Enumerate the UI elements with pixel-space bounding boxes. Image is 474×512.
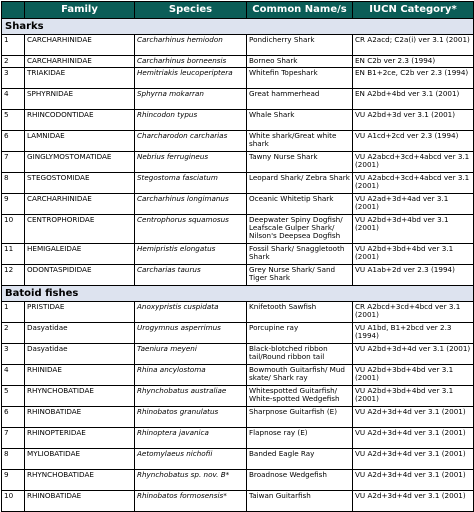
row-family: STEGOSTOMIDAE [25, 173, 135, 194]
row-number: 5 [2, 110, 25, 131]
row-common-name: Deepwater Spiny Dogfish/ Leafscale Gulper Shark/ Nilson's Deepsea Dogfish [247, 215, 353, 244]
row-common-name: Broadnose Wedgefish [247, 470, 353, 491]
row-common-name: Banded Eagle Ray [247, 449, 353, 470]
row-number: 2 [2, 56, 25, 68]
row-number: 4 [2, 365, 25, 386]
row-family: Dasyatidae [25, 344, 135, 365]
table-row [2, 89, 474, 110]
row-species: Charcharodon carcharias [135, 131, 247, 152]
row-common-name: White shark/Great white shark [247, 131, 353, 152]
row-species: Rhinobatos formosensis* [135, 491, 247, 512]
row-iucn-category: VU A2d+3d+4d ver 3.1 (2001) [353, 449, 474, 470]
row-iucn-category: VU A1ab+2d ver 2.3 (1994) [353, 265, 474, 286]
row-family: MYLIOBATIDAE [25, 449, 135, 470]
row-family: RHINOBATIDAE [25, 407, 135, 428]
row-common-name: Porcupine ray [247, 323, 353, 344]
row-number: 7 [2, 152, 25, 173]
row-number: 1 [2, 35, 25, 56]
row-iucn-category: CR A2bcd+3cd+4bcd ver 3.1 (2001) [353, 302, 474, 323]
row-species: Carcharhinus hemiodon [135, 35, 247, 56]
row-species: Stegostoma fasciatum [135, 173, 247, 194]
row-family: RHYNCHOBATIDAE [25, 386, 135, 407]
table-row [2, 194, 474, 215]
row-number: 7 [2, 428, 25, 449]
row-iucn-category: VU A2bd+3d ver 3.1 (2001) [353, 110, 474, 131]
row-iucn-category: EN A2bd+4bd ver 3.1 (2001) [353, 89, 474, 110]
row-iucn-category: VU A2abcd+3cd+4abcd ver 3.1 (2001) [353, 173, 474, 194]
row-species: Rhinobatos granulatus [135, 407, 247, 428]
header-iucn-category: IUCN Category* [353, 2, 474, 19]
row-iucn-category: VU A2d+3d+4d ver 3.1 (2001) [353, 428, 474, 449]
row-family: CARCHARHINIDAE [25, 194, 135, 215]
row-common-name: Flapnose ray (E) [247, 428, 353, 449]
row-common-name: Whitespotted Guitarfish/ White-spotted Wedgefish [247, 386, 353, 407]
row-species: Urogymnus asperrimus [135, 323, 247, 344]
table-body [2, 19, 474, 512]
header-number [2, 2, 25, 19]
row-iucn-category: EN C2b ver 2.3 (1994) [353, 56, 474, 68]
row-number: 10 [2, 215, 25, 244]
table-row [2, 365, 474, 386]
row-species: Taeniura meyeni [135, 344, 247, 365]
row-family: LAMNIDAE [25, 131, 135, 152]
table-row [2, 323, 474, 344]
table-row [2, 344, 474, 365]
table-row [2, 407, 474, 428]
row-common-name: Bowmouth Guitarfish/ Mud skate/ Shark ray [247, 365, 353, 386]
row-species: Rhynchobatus australiae [135, 386, 247, 407]
header-species: Species [135, 2, 247, 19]
row-species: Rhincodon typus [135, 110, 247, 131]
table-row [2, 131, 474, 152]
table-row [2, 215, 474, 244]
table-row [2, 470, 474, 491]
table-row [2, 449, 474, 470]
row-species: Centrophorus squamosus [135, 215, 247, 244]
row-species: Aetomylaeus nichofii [135, 449, 247, 470]
row-species: Hemipristis elongatus [135, 244, 247, 265]
row-species: Nebrius ferrugineus [135, 152, 247, 173]
row-common-name: Oceanic Whitetip Shark [247, 194, 353, 215]
row-common-name: Fossil Shark/ Snaggletooth Shark [247, 244, 353, 265]
section-header-row [2, 19, 474, 35]
row-common-name: Borneo Shark [247, 56, 353, 68]
row-iucn-category: VU A2bd+3bd+4bd ver 3.1 (2001) [353, 244, 474, 265]
row-common-name: Pondicherry Shark [247, 35, 353, 56]
row-family: RHYNCHOBATIDAE [25, 470, 135, 491]
row-iucn-category: VU A2d+3d+4d ver 3.1 (2001) [353, 491, 474, 512]
row-iucn-category: VU A2d+3d+4d ver 3.1 (2001) [353, 407, 474, 428]
row-number: 8 [2, 173, 25, 194]
table-row [2, 68, 474, 89]
row-number: 9 [2, 194, 25, 215]
row-iucn-category: EN B1+2ce, C2b ver 2.3 (1994) [353, 68, 474, 89]
row-family: RHINOPTERIDAE [25, 428, 135, 449]
row-common-name: Leopard Shark/ Zebra Shark [247, 173, 353, 194]
row-family: RHINOBATIDAE [25, 491, 135, 512]
row-common-name: Black-blotched ribbon tail/Round ribbon tail [247, 344, 353, 365]
row-number: 9 [2, 470, 25, 491]
row-common-name: Whale Shark [247, 110, 353, 131]
row-number: 6 [2, 131, 25, 152]
row-species: Rhinoptera javanica [135, 428, 247, 449]
section-header-row [2, 286, 474, 302]
table-header-row [2, 2, 474, 19]
table-row [2, 35, 474, 56]
row-iucn-category: VU A1bd, B1+2bcd ver 2.3 (1994) [353, 323, 474, 344]
section-title: Batoid fishes [2, 286, 474, 302]
row-iucn-category: VU A2bd+3bd+4bd ver 3.1 (2001) [353, 386, 474, 407]
row-common-name: Grey Nurse Shark/ Sand Tiger Shark [247, 265, 353, 286]
row-number: 3 [2, 344, 25, 365]
row-family: RHINCODONTIDAE [25, 110, 135, 131]
row-number: 2 [2, 323, 25, 344]
row-number: 5 [2, 386, 25, 407]
row-iucn-category: VU A2bd+3bd+4bd ver 3.1 (2001) [353, 365, 474, 386]
row-number: 1 [2, 302, 25, 323]
row-family: CARCHARHINIDAE [25, 35, 135, 56]
row-number: 8 [2, 449, 25, 470]
row-iucn-category: VU A1cd+2cd ver 2.3 (1994) [353, 131, 474, 152]
row-iucn-category: VU A2abcd+3cd+4abcd ver 3.1 (2001) [353, 152, 474, 173]
row-family: SPHYRNIDAE [25, 89, 135, 110]
table-row [2, 428, 474, 449]
row-iucn-category: VU A2bd+3d+4d ver 3.1 (2001) [353, 344, 474, 365]
table-row [2, 244, 474, 265]
row-family: RHINIDAE [25, 365, 135, 386]
row-family: TRIAKIDAE [25, 68, 135, 89]
row-number: 11 [2, 244, 25, 265]
row-common-name: Knifetooth Sawfish [247, 302, 353, 323]
row-species: Anoxypristis cuspidata [135, 302, 247, 323]
row-family: Dasyatidae [25, 323, 135, 344]
row-iucn-category: CR A2acd; C2a(i) ver 3.1 (2001) [353, 35, 474, 56]
row-number: 10 [2, 491, 25, 512]
row-species: Carcharhinus borneensis [135, 56, 247, 68]
row-common-name: Taiwan Guitarfish [247, 491, 353, 512]
row-number: 6 [2, 407, 25, 428]
table-row [2, 491, 474, 512]
table-row [2, 265, 474, 286]
row-common-name: Sharpnose Guitarfish (E) [247, 407, 353, 428]
row-species: Sphyrna mokarran [135, 89, 247, 110]
table-row [2, 173, 474, 194]
table-row [2, 302, 474, 323]
row-species: Rhynchobatus sp. nov. B* [135, 470, 247, 491]
header-common-name: Common Name/s [247, 2, 353, 19]
section-title: Sharks [2, 19, 474, 35]
table-row [2, 110, 474, 131]
row-number: 3 [2, 68, 25, 89]
row-family: CARCHARHINIDAE [25, 56, 135, 68]
row-common-name: Whitefin Topeshark [247, 68, 353, 89]
row-common-name: Tawny Nurse Shark [247, 152, 353, 173]
row-species: Carcharias taurus [135, 265, 247, 286]
row-species: Rhina ancylostoma [135, 365, 247, 386]
row-iucn-category: VU A2ad+3d+4ad ver 3.1 (2001) [353, 194, 474, 215]
row-family: CENTROPHORIDAE [25, 215, 135, 244]
row-family: HEMIGALEIDAE [25, 244, 135, 265]
row-family: PRISTIDAE [25, 302, 135, 323]
table-row [2, 56, 474, 68]
row-species: Carcharhinus longimanus [135, 194, 247, 215]
species-table [1, 1, 474, 512]
row-common-name: Great hammerhead [247, 89, 353, 110]
row-family: GINGLYMOSTOMATIDAE [25, 152, 135, 173]
header-family: Family [25, 2, 135, 19]
row-family: ODONTASPIDIDAE [25, 265, 135, 286]
row-species: Hemitriakis leucoperiptera [135, 68, 247, 89]
table-row [2, 152, 474, 173]
row-iucn-category: VU A2bd+3d+4bd ver 3.1 (2001) [353, 215, 474, 244]
row-number: 4 [2, 89, 25, 110]
row-iucn-category: VU A2d+3d+4d ver 3.1 (2001) [353, 470, 474, 491]
row-number: 12 [2, 265, 25, 286]
table-row [2, 386, 474, 407]
